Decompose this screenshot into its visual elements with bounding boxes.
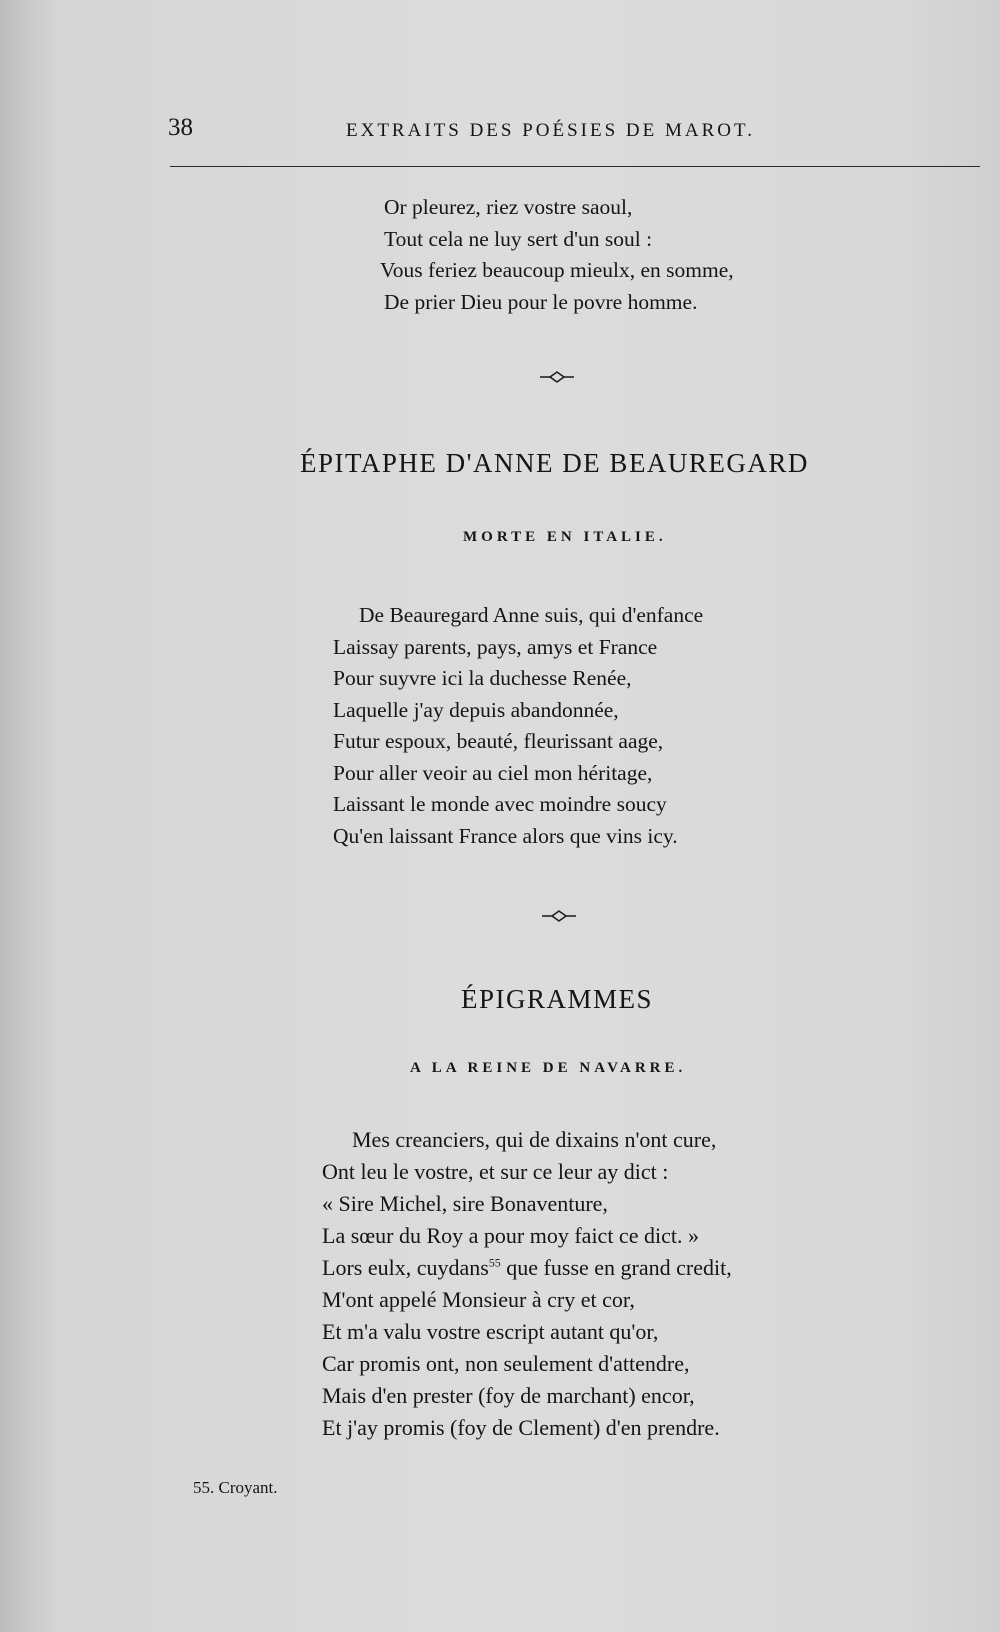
verse-line-part: Lors eulx, cuydans (322, 1255, 489, 1280)
verse-line: Laquelle j'ay depuis abandonnée, (333, 697, 619, 722)
verse-line: Pour suyvre ici la duchesse Renée, (333, 666, 632, 690)
ornament-divider-icon (540, 370, 574, 384)
verse-line: Car promis ont, non seulement d'attendre, (322, 1351, 690, 1376)
verse-line: Et m'a valu vostre escript autant qu'or, (322, 1319, 659, 1344)
verse-line: Tout cela ne luy sert d'un soul : (384, 226, 653, 251)
verse-line: La sœur du Roy a pour moy faict ce dict. » (322, 1223, 699, 1248)
verse-line: Futur espoux, beauté, fleurissant aage, (333, 729, 664, 753)
verse-line: Mais d'en prester (foy de marchant) encor, (322, 1383, 695, 1408)
verse-line: De Beauregard Anne suis, qui d'enfance (359, 603, 704, 627)
page-number: 38 (168, 114, 193, 141)
section-subtitle-epigrammes: A LA REINE DE NAVARRE. (410, 1060, 687, 1076)
verse-line: Pour aller veoir au ciel mon héritage, (333, 760, 653, 785)
header-rule (170, 166, 980, 167)
verse-line: Et j'ay promis (foy de Clement) d'en prendre. (322, 1415, 720, 1440)
poem-stanza-epitaphe (333, 600, 703, 852)
verse-line-part: que fusse en grand credit, (506, 1255, 732, 1280)
running-head (168, 114, 808, 148)
verse-line: De prier Dieu pour le povre homme. (384, 289, 698, 314)
poem-stanza-epigramme (324, 1124, 732, 1444)
ornament-divider-icon (542, 909, 576, 923)
footnote-ref: 55 (488, 1255, 501, 1270)
verse-line: Or pleurez, riez vostre saoul, (384, 195, 633, 219)
section-title-epigrammes: ÉPIGRAMMES (461, 984, 654, 1014)
verse-line: Vous feriez beaucoup mieulx, en somme, (380, 258, 734, 282)
verse-line: Qu'en laissant France alors que vins icy. (333, 823, 678, 848)
verse-line: M'ont appelé Monsieur à cry et cor, (322, 1287, 635, 1312)
verse-line: Ont leu le vostre, et sur ce leur ay dict : (322, 1159, 669, 1184)
verse-line: Laissant le monde avec moindre soucy (333, 792, 667, 816)
verse-line: Laissay parents, pays, amys et France (333, 634, 658, 659)
section-subtitle-epitaphe: MORTE EN ITALIE. (463, 529, 667, 545)
section-title-epitaphe: ÉPITAPHE D'ANNE DE BEAUREGARD (300, 448, 809, 478)
poem-stanza-closing (380, 192, 734, 318)
running-title: EXTRAITS DES POÉSIES DE MAROT. (346, 120, 755, 141)
verse-line: Mes creanciers, qui de dixains n'ont cure, (352, 1127, 717, 1152)
footnote: 55. Croyant. (193, 1478, 278, 1497)
verse-line: « Sire Michel, sire Bonaventure, (322, 1191, 608, 1216)
verse-line (322, 1252, 732, 1284)
